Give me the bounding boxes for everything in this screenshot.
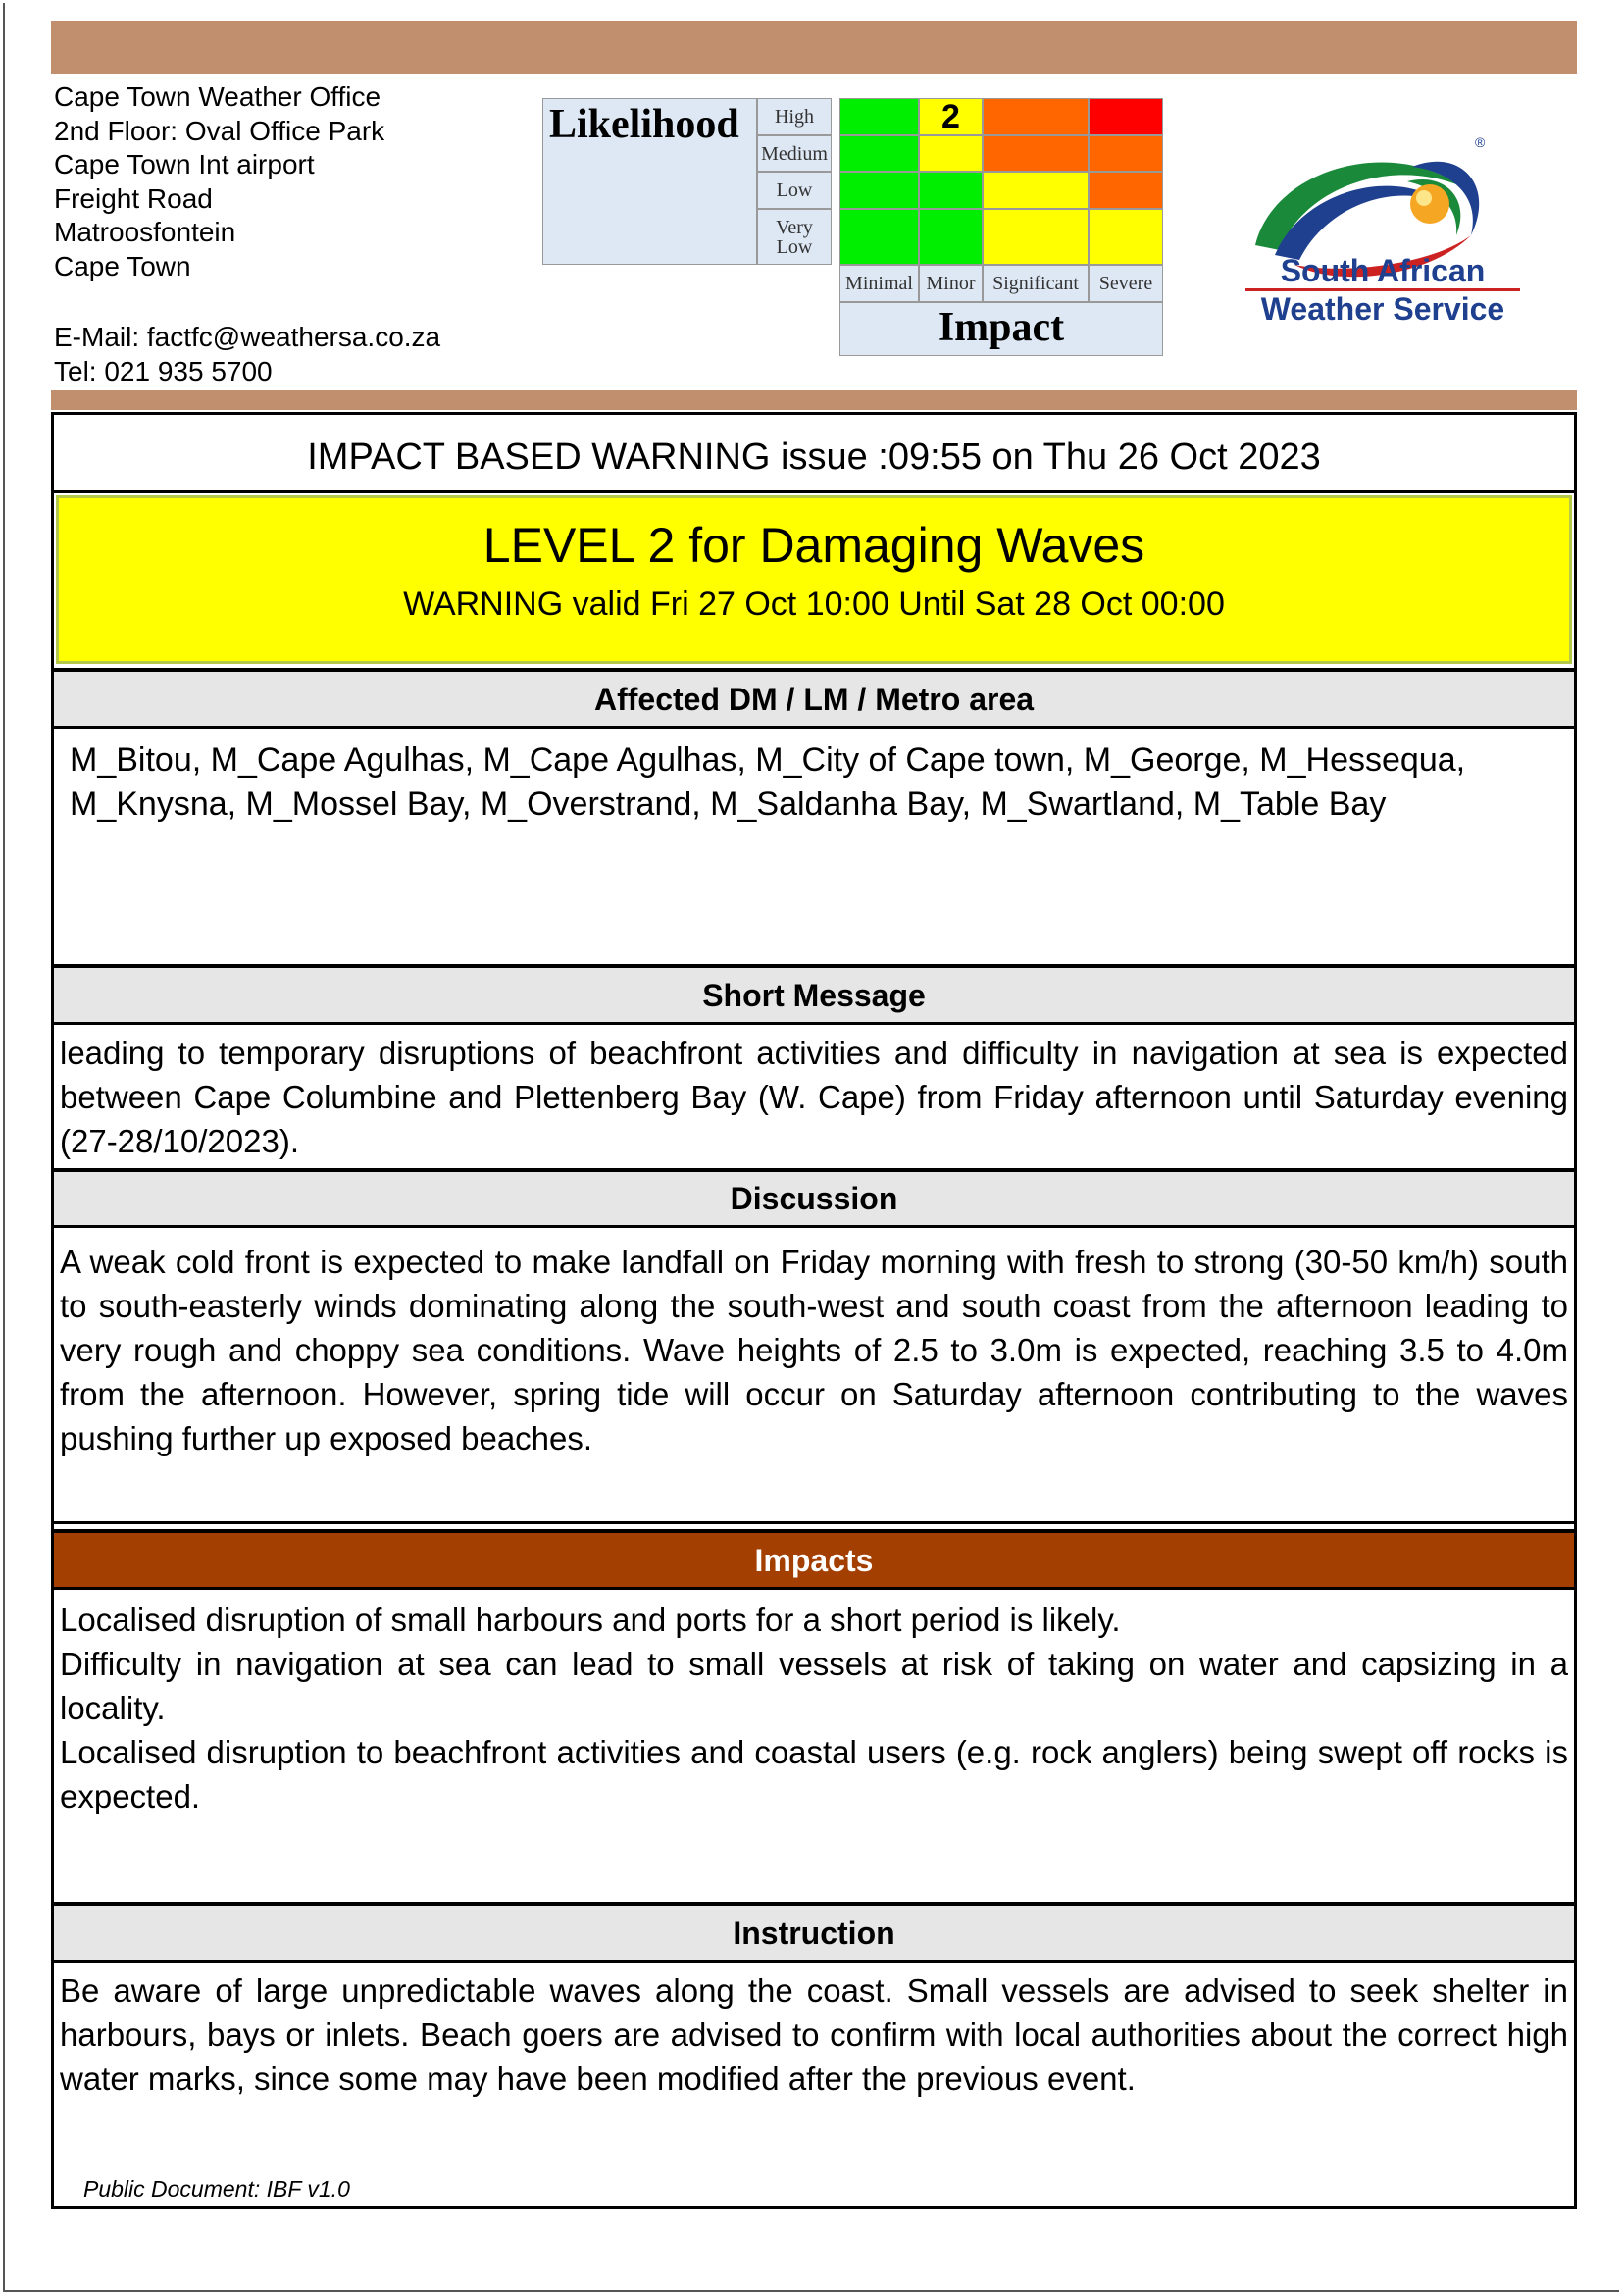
- impact-label: Impact: [839, 302, 1163, 356]
- likelihood-label: Likelihood: [542, 98, 757, 265]
- impact-item: Localised disruption of small harbours and ports for a short period is likely.: [60, 1602, 1121, 1638]
- impact-item: Localised disruption to beachfront activities and coastal users (e.g. rock anglers) being swept off rocks is expected.: [60, 1734, 1568, 1814]
- matrix-cell: [919, 172, 983, 209]
- matrix-cell: [839, 209, 919, 265]
- section-divider: [54, 1521, 1574, 1524]
- instruction-heading: Instruction: [54, 1902, 1574, 1963]
- matrix-cell: [983, 135, 1089, 172]
- affected-areas-text: M_Bitou, M_Cape Agulhas, M_Cape Agulhas, M_City of Cape town, M_George, M_Hessequa, M_Knysna, M_Mossel Bay, M_Overstrand, M_Saldanha Bay, M_Swartland, M_Table Bay: [70, 741, 1466, 823]
- header-band: [51, 21, 1577, 74]
- logo-line-1: South African: [1280, 253, 1486, 288]
- impacts-list: [60, 1598, 1568, 1818]
- affected-heading: Affected DM / LM / Metro area: [54, 668, 1574, 729]
- instruction-text: Be aware of large unpredictable waves along the coast. Small vessels are advised to seek shelter in harbours, bays or inlets. Beach goers are advised to confirm with local authorities about the correct high water marks, since some may have been modified after the previous event.: [60, 1972, 1568, 2097]
- email-text: E-Mail: factfc@weathersa.co.za: [54, 322, 441, 352]
- matrix-cell: [983, 172, 1089, 209]
- impact-minor: Minor: [919, 265, 983, 302]
- discussion-heading: Discussion: [54, 1168, 1574, 1228]
- short-message-text: leading to temporary disruptions of beachfront activities and difficulty in navigation at sea is expected between Cape Columbine and Plettenberg Bay (W. Cape) from Friday afternoon until Saturday evening (27-28/10/2023).: [60, 1035, 1568, 1159]
- header-divider-band: [51, 390, 1577, 410]
- matrix-cell: [839, 172, 919, 209]
- address-line: Freight Road: [54, 182, 213, 214]
- warning-level-title: LEVEL 2 for Damaging Waves: [482, 518, 1145, 573]
- address-line: Matroosfontein: [54, 217, 236, 247]
- likelihood-very-low: Very Low: [757, 209, 832, 265]
- discussion-text: A weak cold front is expected to make landfall on Friday morning with fresh to strong (30-50 km/h) south to south-easterly winds dominating along the south-west and south coast from the afternoon leading to very rough and choppy sea conditions. Wave heights of 2.5 to 3.0m is expected, reaching 3.5 to 4.0m from the afternoon. However, spring tide will occur on Saturday afternoon contributing to the waves pushing further up exposed beaches.: [60, 1244, 1568, 1456]
- warning-validity: WARNING valid Fri 27 Oct 10:00 Until Sat 28 Oct 00:00: [403, 586, 1225, 623]
- matrix-cell: [1089, 209, 1163, 265]
- registered-mark: ®: [1475, 134, 1486, 150]
- matrix-cell: [839, 135, 919, 172]
- impacts-heading: Impacts: [54, 1529, 1574, 1590]
- impact-item: Difficulty in navigation at sea can lead to small vessels at risk of taking on water and capsizing in a locality.: [60, 1646, 1568, 1726]
- address-line: Cape Town Int airport: [54, 149, 315, 179]
- matrix-cell: [1089, 135, 1163, 172]
- impact-significant: Significant: [983, 265, 1089, 302]
- issue-header: IMPACT BASED WARNING issue :09:55 on Thu 26 Oct 2023: [54, 415, 1574, 493]
- matrix-cell: [919, 135, 983, 172]
- contact-info: [54, 320, 440, 388]
- matrix-cell: [839, 98, 919, 135]
- matrix-cell: [919, 209, 983, 265]
- matrix-cell: [983, 209, 1089, 265]
- address-line: Cape Town: [54, 250, 191, 281]
- office-address: [54, 80, 384, 283]
- impact-minimal: Minimal: [839, 265, 919, 302]
- matrix-cell-selected: 2: [919, 98, 983, 135]
- short-message-heading: Short Message: [54, 964, 1574, 1025]
- warning-level-banner: [56, 495, 1572, 664]
- saws-logo-text: [1226, 253, 1540, 327]
- likelihood-low: Low: [757, 172, 832, 209]
- warning-document: [51, 412, 1577, 2209]
- document-version: Public Document: IBF v1.0: [83, 2176, 350, 2202]
- matrix-cell: [1089, 172, 1163, 209]
- matrix-cell: [983, 98, 1089, 135]
- logo-line-2: Weather Service: [1260, 291, 1505, 327]
- address-line: Cape Town Weather Office: [54, 81, 381, 112]
- address-line: 2nd Floor: Oval Office Park: [54, 115, 385, 146]
- telephone-text: Tel: 021 935 5700: [54, 356, 273, 386]
- impact-severe: Severe: [1089, 265, 1163, 302]
- likelihood-medium: Medium: [757, 135, 832, 172]
- likelihood-high: High: [757, 98, 832, 135]
- matrix-cell: [1089, 98, 1163, 135]
